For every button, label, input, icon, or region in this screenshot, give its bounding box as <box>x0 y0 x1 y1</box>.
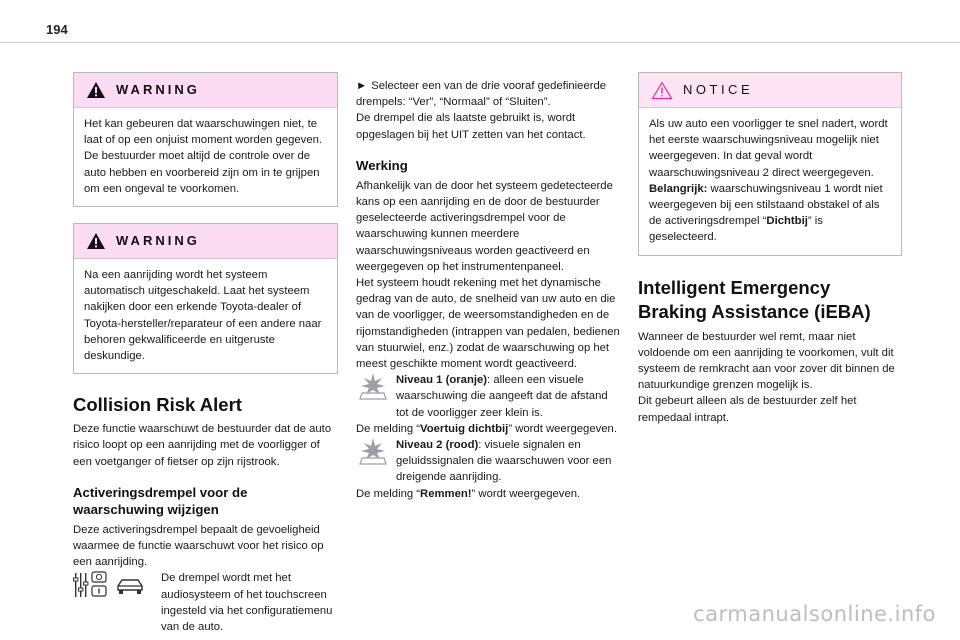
warning-text-2: Na een aanrijding wordt het systeem automatisch uitgeschakeld. Laat het systeem nakijken door een erkende Toyota-dealer of Toyota-hersteller/reparateur of een andere naar behoren gekwalificeerde en uitgeruste deskundige. <box>84 269 322 363</box>
level-2-message: De melding “Remmen!” wordt weergegeven. <box>356 487 581 500</box>
level-2-text: : visuele signalen en geluidssignalen die waarschuwen voor een dreigende aanrijding. <box>396 439 612 484</box>
collision-alert-orange-icon <box>356 372 390 402</box>
level-1-message: De melding “Voertuig dichtbij” wordt weergegeven. <box>356 422 617 435</box>
subheading-activation-threshold: Activeringsdrempel voor de waarschuwing wijzigen <box>73 484 248 517</box>
threshold-select-instruction: ► Selecteer een van de drie vooraf gedefinieerde drempels: “Ver”, “Normaal” of “Sluiten”. <box>356 80 607 109</box>
car-icon <box>115 576 145 596</box>
threshold-saved-note: De drempel die als laatste gebruikt is, wordt opgeslagen bij het UIT zetten van het contact. <box>356 112 586 141</box>
notice-title: NOTICE <box>683 81 754 97</box>
column-right <box>638 72 902 426</box>
level-1-label: Niveau 1 (oranje) <box>396 374 488 387</box>
section-heading-collision-risk-alert: Collision Risk Alert <box>73 394 242 416</box>
level-2-block <box>356 437 622 486</box>
warning-header <box>74 73 337 108</box>
settings-instruction <box>73 570 338 635</box>
warning-title: WARNING <box>116 81 200 97</box>
notice-triangle-icon <box>651 81 673 100</box>
notice-important: Belangrijk: waarschuwingsniveau 1 wordt niet weergegeven bij een stilstaand obstakel of als de activeringsdrempel “Dichtbij” is geselecteerd. <box>649 182 883 244</box>
level-1-block <box>356 372 622 421</box>
intro-paragraph: Deze functie waarschuwt de bestuurder dat de auto risico loopt op een aanrijding met de voorligger of een voetganger of fietser op zijn rijstrook. <box>73 423 332 468</box>
warning-header-2 <box>74 224 337 259</box>
column-left <box>73 72 338 635</box>
ieba-paragraph-2: Dit gebeurt alleen als de bestuurder zelf het rempedaal intrapt. <box>638 395 857 424</box>
threshold-paragraph: Deze activeringsdrempel bepaalt de gevoeligheid waarmee de functie waarschuwt voor het risico op een aanrijding. <box>73 523 324 569</box>
watermark: carmanualsonline.info <box>693 602 936 626</box>
notice-box <box>638 72 902 256</box>
notice-header <box>639 73 901 108</box>
notice-text: Als uw auto een voorligger te snel nadert, wordt het eerste waarschuwingsniveau mogelijk niet weergegeven. In dat geval wordt waarschuwingsniveau 2 direct weergegeven. <box>649 118 888 179</box>
page-number: 194 <box>46 22 68 37</box>
ieba-paragraph-1: Wanneer de bestuurder wel remt, maar niet voldoende om een aanrijding te voorkomen, vult dit systeem de remkracht aan voor zover dit binnen de natuurkundige grenzen mogelijk is. <box>638 330 895 392</box>
warning-title-2: WARNING <box>116 232 200 248</box>
warning-box <box>73 72 338 207</box>
header-divider <box>0 42 960 43</box>
subheading-operation: Werking <box>356 157 408 173</box>
section-heading-ieba: Intelligent Emergency Braking Assistance (iEBA) <box>638 276 871 322</box>
warning-triangle-icon <box>86 81 106 99</box>
warning-box-2 <box>73 223 338 374</box>
level-1-text: : alleen een visuele waarschuwing die aangeeft dat de afstand tot de voorligger zeer klein is. <box>396 374 608 419</box>
settings-instruction-text: De drempel wordt met het audiosysteem of het touchscreen ingesteld via het configuratiemenu van de auto. <box>161 572 333 634</box>
warning-text: Het kan gebeuren dat waarschuwingen niet, te laat of op een onjuist moment worden gegeven. De bestuurder moet altijd de controle over de auto hebben en voorbereid zijn om in te grijpen om een ongeval te voorkomen. <box>84 118 323 195</box>
column-middle <box>356 78 622 502</box>
bullet-arrow-icon: ► <box>356 80 368 92</box>
collision-alert-red-icon <box>356 437 390 467</box>
operation-paragraph-1: Afhankelijk van de door het systeem gedetecteerde kans op een aanrijding en de door de bestuurder geselecteerde activeringsdrempel voor de waarschuwing kunnen meerdere waarschuwingsniveaus worden geactiveerd en weergegeven op het instrumentenpaneel. <box>356 179 613 273</box>
level-2-label: Niveau 2 (rood) <box>396 439 479 452</box>
settings-sliders-icon <box>73 570 109 600</box>
warning-triangle-icon <box>86 232 106 250</box>
operation-paragraph-2: Het systeem houdt rekening met het dynamische gedrag van de auto, de snelheid van uw auto en die van de voorligger, de weersomstandigheden en de rijomstandigheden (intrappen van pedalen, bedienen van stuurwiel, enz.) zodat de waarschuwing op het meest geschikte moment wordt geactiveerd. <box>356 277 620 371</box>
